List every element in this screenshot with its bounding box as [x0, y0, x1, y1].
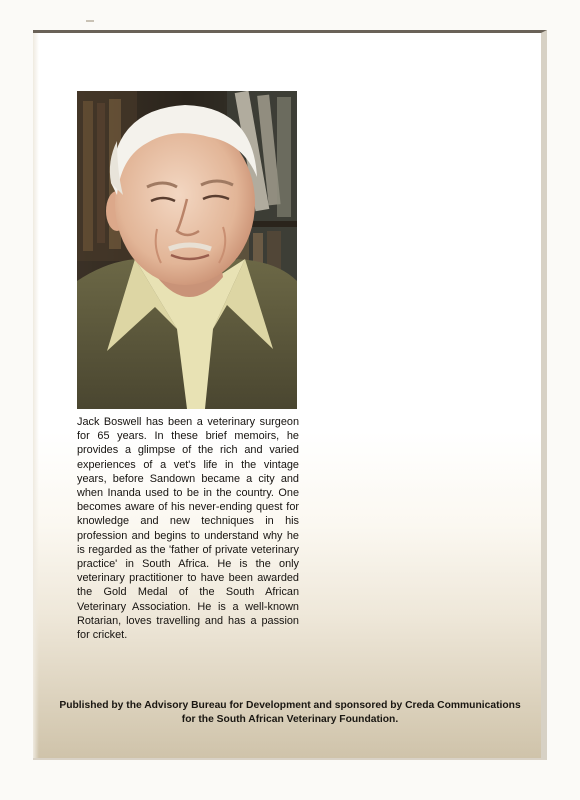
publisher-credit-line-2: for the South African Veterinary Foundation.: [181, 713, 399, 725]
author-biography-text: Jack Boswell has been a veterinary surgeon for 65 years. In these brief memoirs, he provides a glimpse of the rich and varied experiences of a vet's life in the vintage years, before Sandown became a city and when Inanda used to be in the country. One becomes aware of his never-ending quest for knowledge and new techniques in his profession and begins to understand why he is regarded as the 'father of private veterinary practice' in South Africa. He is the only veterinary practitioner to have been awarded the Gold Medal of the South African Veterinary Association. He is a well-known Rotarian, loves travelling and has a passion for cricket.: [77, 416, 299, 642]
dust-speck: [86, 20, 94, 22]
book-back-cover: [33, 30, 547, 760]
publisher-credit: [33, 699, 547, 726]
publisher-credit-line-1: Published by the Advisory Bureau for Development and sponsored by Creda Communications: [59, 700, 521, 711]
cover-edge-shadow: [33, 33, 39, 758]
author-portrait-illustration: [77, 91, 297, 409]
author-portrait-photo: [77, 91, 297, 409]
